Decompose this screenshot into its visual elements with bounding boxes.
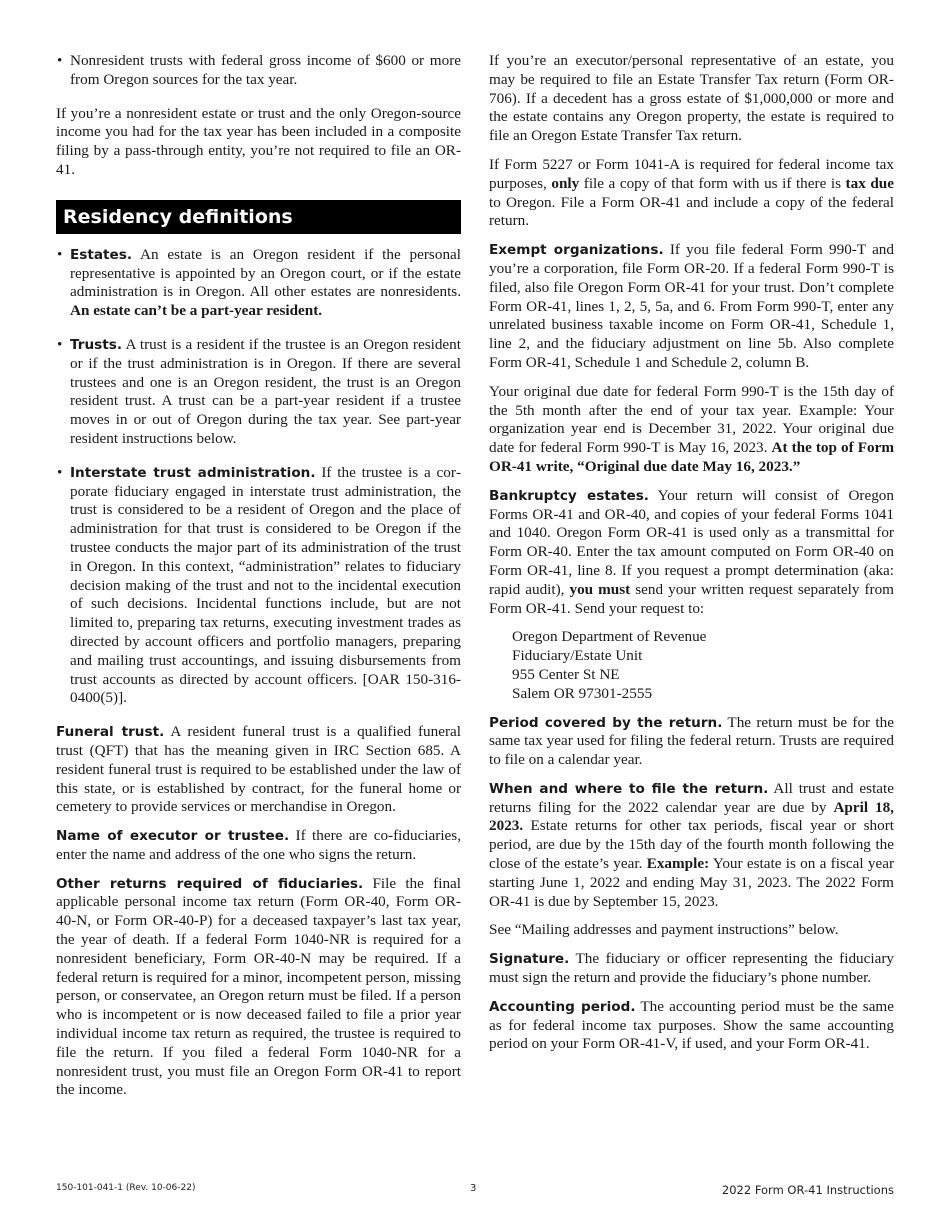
exempt-organizations-paragraph [489,241,894,373]
estates-bold-tail: An estate can’t be a part-year resident. [70,302,323,320]
form-5227-text-b: file a copy of that form with us if there is [579,174,846,192]
trusts-text: A trust is a resident if the trustee is an Oregon resident or if the trust administration is in Oregon. If there are several trustees and one is an Oregon resident, the trust is an Oregon resident trust. A trust can be a part-year resident if a trustee moves in or out of Oregon during the tax year. See part-year resident instructions below. [70,335,461,447]
accounting-paragraph [489,998,894,1054]
bullet-nonresident-trusts: Nonresident trusts with federal gross income of $600 or more from Oregon sources for the tax year. [70,52,461,88]
due-date-text: Your original due date for federal Form 990-T is the 15th day of the 5th month after the end of your tax year. Example: Your organization year end is December 31, 2022. Your original due date for federal Form 990-T is May 16, 2023. [489,382,894,457]
nonresident-list [56,52,461,90]
due-date-emphasis: April 18, 2023. [489,798,894,835]
footer-title: 2022 Form OR-41 Instructions [721,1183,894,1197]
exempt-label: Exempt organizations. [489,242,664,259]
footer-page-number: 3 [470,1183,477,1194]
address-line: Salem OR 97301-2555 [512,684,653,702]
form-5227-text-c: to Oregon. File a Form OR-41 and include a copy of the federal return. [489,193,894,230]
period-paragraph [489,714,894,770]
address-line: Oregon Department of Revenue [512,628,707,646]
executor-estate-paragraph: If you’re an executor/personal representative of an estate, you may be required to file an Estate Transfer Tax return (Form OR-706). If a decedent has a gross estate of $1,000,000 or more and the estate contains any Oregon property, the estate is required to file an Oregon Estate Transfer Tax return. [489,52,894,145]
period-label: Period covered by the return. [489,714,723,731]
when-where-paragraph [489,780,894,912]
form-5227-text-a: If Form 5227 or Form 1041-A is required for federal income tax purposes, [489,155,894,192]
bankruptcy-paragraph [489,487,894,619]
when-where-text: All trust and estate returns filing for the 2022 calendar year are due by [489,779,894,816]
due-date-bold: At the top of Form OR-41 write, “Original due date May 16, 2023.” [489,439,894,475]
accounting-text: The accounting period must be the same as for federal income tax purposes. Show the same accounting period on your Form OR-41-V, if used, and your Form OR-41. [489,997,894,1053]
address-line: 955 Center St NE [512,665,620,683]
other-returns-paragraph [56,875,461,1101]
period-text: The return must be for the same tax year used for filing the federal return. Trusts are required to file on a calendar year. [489,713,894,769]
list-item [56,336,461,449]
when-where-label: When and where to file the return. [489,780,769,797]
estates-label: Estates. [70,246,133,263]
only-emphasis: only [551,174,580,192]
exempt-text: If you file federal Form 990-T and you’re a corporation, file Form OR-20. If a federal Form 990-T is filed, also file Oregon Form OR-41 for your trust. Don’t complete Form OR-41, lines 1, 2, 5, 5a, and 6. From Form 990-T, enter any unrelated business taxable income on Form OR-41, Schedule 1, line 2, and the fiduciary adjustment on line 5b. Also complete Form OR-41, Schedule 1 and Schedule 2, column B. [489,241,894,371]
mailing-address [512,628,894,703]
signature-label: Signature. [489,951,570,968]
interstate-label: Interstate trust administration. [70,464,316,481]
when-where-text-3: Your estate is on a fiscal year starting June 1, 2022 and ending May 31, 2023. The 2022 Form OR-41 is due by September 15, 2023. [489,855,894,910]
executor-label: Name of executor or trustee. [56,828,290,845]
interstate-text: If the trustee is a corporate fiduciary engaged in interstate trust administration, the trust is considered to be a resident of Oregon and the place of administration for that trust is considered to be Oregon if the trustee conducts the major part of its administration of the trust in Oregon. In this context, “administration” relates to fiduciary decision making of the trust and not to the incidental execution of such decisions. Incidental functions include, but are not limited to, preparing tax returns, executing investment trades as directed by account officers and portfolio managers, preparing and mailing trust accountings, and issuing disbursements from trust accounts as directed by account officers. [OAR 150-316-0400(5)]. [70,463,461,707]
composite-filing-paragraph: If you’re a nonresident estate or trust and the only Oregon-source income you had for the tax year has been included in a composite filing by a pass-through entity, you’re not required to file an OR-41. [56,104,461,178]
form-5227-paragraph [489,156,894,231]
you-must-emphasis: you must [569,580,631,598]
other-returns-text: File the final applicable personal income tax return (Form OR-40, Form OR-40-N, or Form OR-40-P) for a deceased taxpayer’s last tax year, the year of death. If a federal Form 1040-NR is required for a nonresident beneficiary, Form OR-40-N may be required. If a federal return is required for a minor, incompetent person, missing person, or conservatee, an Oregon return must be filed. If a person who is incompetent or is now deceased failed to file a prior year individual income tax return as required, the trustee is required to file the return. If you filed a federal Form 1040-NR for a nonresident trust, you must file an Oregon Form OR-41 to report the income. [56,874,461,1099]
list-item [56,464,461,708]
executor-paragraph [56,827,461,865]
signature-text: The fiduciary or officer representing the fiduciary must sign the return and provide the fiduciary’s phone number. [489,950,894,987]
other-returns-label: Other returns required of fiduciaries. [56,875,364,892]
accounting-label: Accounting period. [489,998,636,1015]
bankruptcy-text-2: send your written request separately from Form OR-41. Send your request to: [489,580,894,617]
see-mailing-paragraph: See “Mailing addresses and payment instructions” below. [489,921,839,939]
list-item [56,52,461,90]
bankruptcy-text: Your return will consist of Oregon Forms OR-41 and OR-40, and copies of your federal Forms 1041 and 1040. Oregon Form OR-41 is used only as a transmittal for Form OR-40. Enter the tax amount computed on Form OR-40 on Form OR-41, line 8. If you request a prompt determination (aka: rapid audit), [489,486,894,598]
right-column [489,52,894,1064]
address-line: Fiduciary/Estate Unit [512,647,643,665]
list-item [56,246,461,321]
trusts-label: Trusts. [70,336,123,353]
funeral-trust-paragraph [56,723,461,817]
tax-due-emphasis: tax due [845,174,894,192]
example-emphasis: Example: [646,855,710,873]
estates-text: An estate is an Oregon resident if the personal representative is appointed by an Oregon court, or if the estate administration is in Oregon. All other estates are nonresidents. [70,245,461,301]
bankruptcy-label: Bankruptcy estates. [489,487,649,504]
left-column [56,52,461,1110]
signature-paragraph [489,950,894,988]
due-date-paragraph [489,383,894,477]
funeral-label: Funeral trust. [56,724,165,741]
executor-text: If there are co-fiduciaries, enter the name and address of the one who signs the return. [56,827,462,863]
when-where-text-2: Estate returns for other tax periods, fiscal year or short period, are due by the 15th day of the fourth month following the close of the estate’s year. [489,817,894,873]
funeral-text: A resident funeral trust is a qualified funeral trust (QFT) that has the meaning given in IRC Section 685. A resident funeral trust is required to be established under the law of this state, or is established by contract, for the funeral home or cemetery to provide services or merchandise in Oregon. [56,723,461,816]
section-heading: Residency definitions [56,200,461,234]
residency-list [56,246,461,708]
footer-form-number: 150-101-041-1 (Rev. 10-06-22) [56,1183,196,1193]
